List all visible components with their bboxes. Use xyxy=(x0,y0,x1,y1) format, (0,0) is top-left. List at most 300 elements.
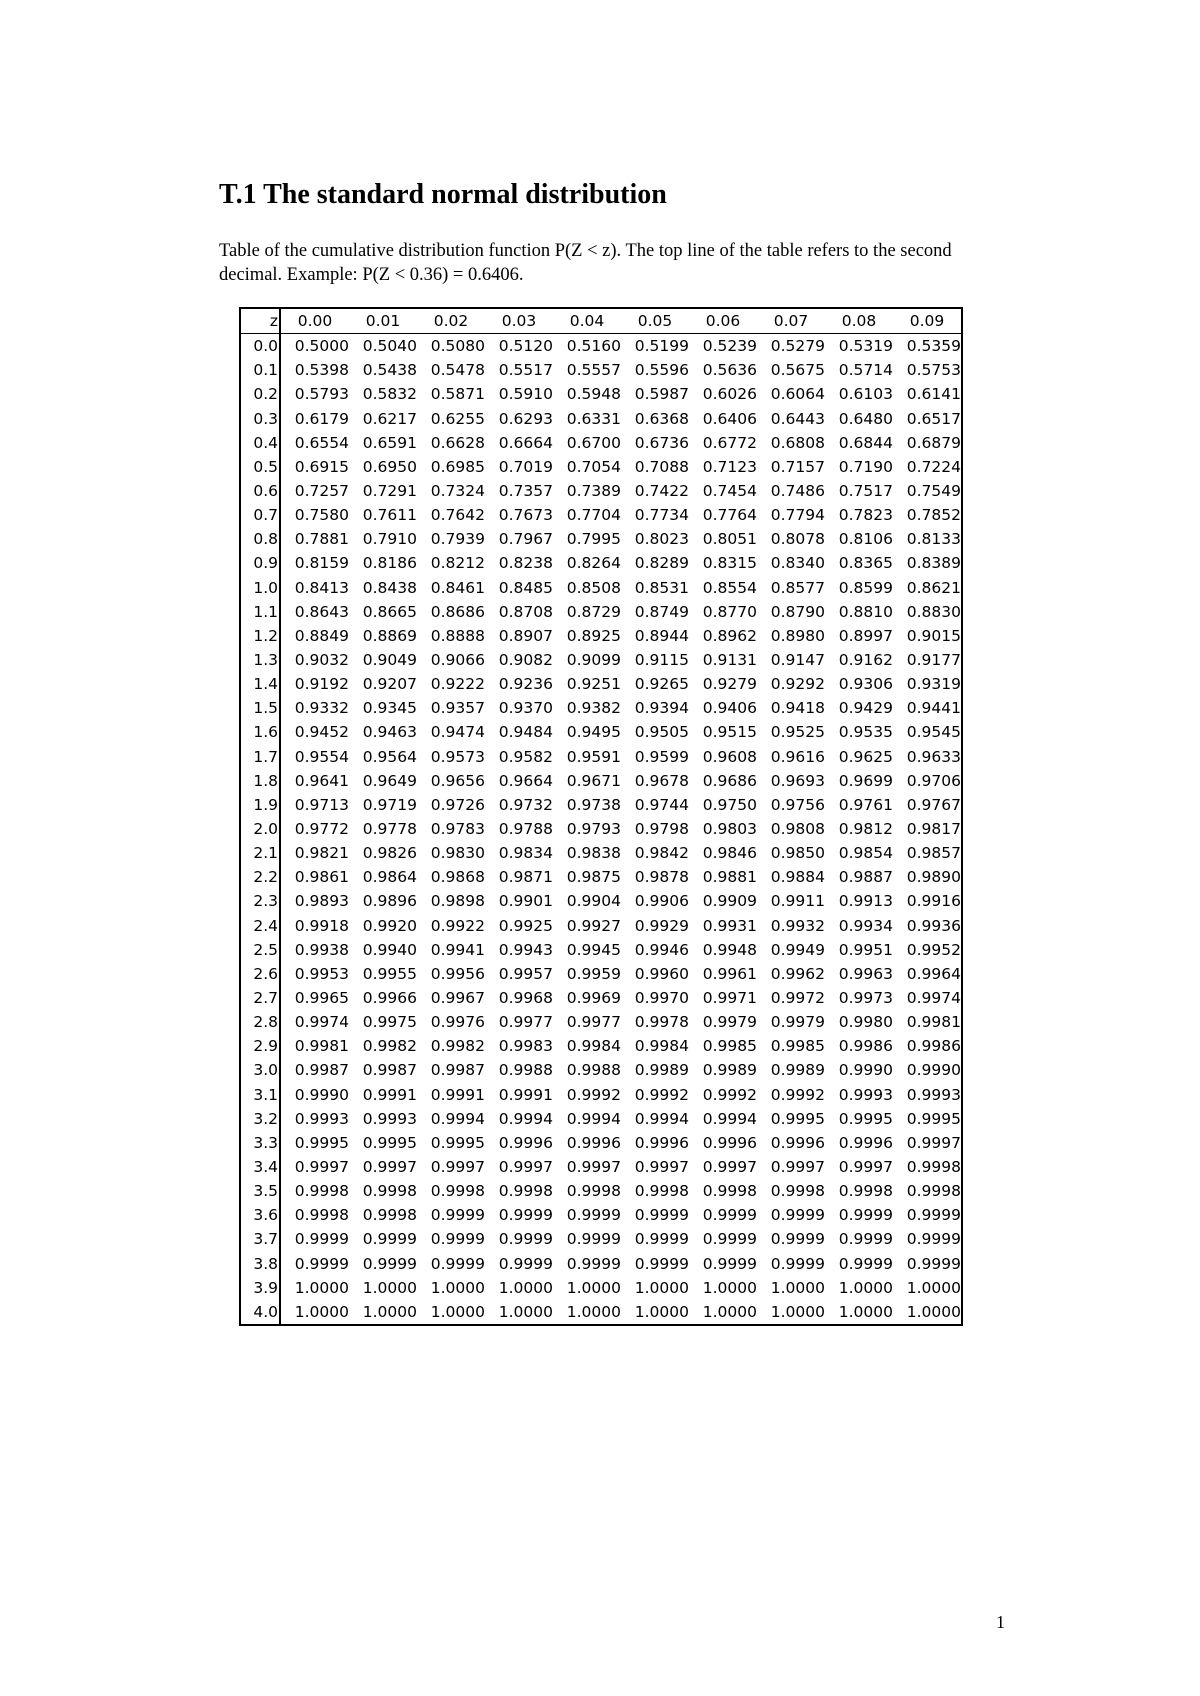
table-cell: 0.7673 xyxy=(498,506,553,525)
table-cell: 0.8944 xyxy=(634,626,689,645)
table-cell: 0.9066 xyxy=(430,651,485,670)
table-cell: 0.9993 xyxy=(838,1085,893,1104)
table-cell: 0.9332 xyxy=(294,699,349,718)
normal-distribution-table xyxy=(239,307,963,1326)
table-cell: 0.9995 xyxy=(430,1133,485,1152)
table-cell: 0.9864 xyxy=(362,868,417,887)
table-row xyxy=(240,1155,962,1179)
table-cell: 0.9713 xyxy=(294,795,349,814)
table-row xyxy=(240,358,962,382)
table-cell: 0.7967 xyxy=(498,530,553,549)
table-cell: 0.9990 xyxy=(294,1085,349,1104)
table-cell: 0.5714 xyxy=(838,361,893,380)
table-cell: 1.0000 xyxy=(838,1302,893,1321)
table-cell: 0.8531 xyxy=(634,578,689,597)
table-row xyxy=(240,914,962,938)
table-cell: 0.9984 xyxy=(634,1037,689,1056)
table-cell: 0.8106 xyxy=(838,530,893,549)
table-cell: 0.9971 xyxy=(702,989,757,1007)
table-cell: 0.9890 xyxy=(906,868,961,887)
table-row xyxy=(240,600,962,624)
column-header: 0.00 xyxy=(280,308,349,334)
table-cell: 0.9964 xyxy=(906,964,961,983)
table-cell: 0.9961 xyxy=(702,964,757,983)
table-cell: 0.9916 xyxy=(906,892,961,911)
table-row xyxy=(240,576,962,600)
table-cell: 1.0000 xyxy=(498,1278,553,1297)
table-cell: 0.9922 xyxy=(430,916,485,935)
column-header: 0.02 xyxy=(417,308,485,334)
table-cell: 0.8962 xyxy=(702,626,757,645)
table-cell: 0.9999 xyxy=(838,1254,893,1273)
table-row xyxy=(240,1107,962,1131)
table-cell: 0.6772 xyxy=(702,433,757,452)
table-cell: 0.7357 xyxy=(498,482,553,501)
table-cell: 0.9808 xyxy=(770,820,825,839)
table-cell: 0.7088 xyxy=(634,457,689,476)
table-cell: 0.9904 xyxy=(566,892,621,911)
table-row xyxy=(240,938,962,962)
table-row xyxy=(240,1276,962,1300)
table-cell: 0.9993 xyxy=(294,1109,349,1128)
table-cell: 0.9940 xyxy=(362,940,417,959)
table-cell: 0.9925 xyxy=(498,916,553,935)
table-cell: 0.9998 xyxy=(430,1182,485,1201)
table-cell: 0.9599 xyxy=(634,747,689,766)
table-cell: 0.9678 xyxy=(634,771,689,790)
table-cell: 0.9943 xyxy=(498,940,553,959)
table-cell: 0.6879 xyxy=(906,433,961,452)
table-row xyxy=(240,648,962,672)
table-cell: 1.0000 xyxy=(566,1302,621,1321)
table-row xyxy=(240,503,962,527)
table-cell: 0.9931 xyxy=(702,916,757,935)
table-cell: 0.9370 xyxy=(498,699,553,718)
table-cell: 0.9999 xyxy=(838,1230,893,1249)
table-cell: 0.7422 xyxy=(634,482,689,501)
table-cell: 0.7852 xyxy=(906,506,961,525)
row-header-z: 2.3 xyxy=(240,889,280,913)
column-header: 0.09 xyxy=(893,308,962,334)
table-cell: 0.9591 xyxy=(566,747,621,766)
table-cell: 0.9997 xyxy=(294,1157,349,1176)
table-cell: 0.8810 xyxy=(838,602,893,621)
table-cell: 0.9974 xyxy=(906,989,961,1007)
table-cell: 0.9995 xyxy=(838,1109,893,1128)
table-row xyxy=(240,1131,962,1155)
table-cell: 0.9999 xyxy=(430,1206,485,1225)
table-cell: 0.9997 xyxy=(702,1157,757,1176)
table-cell: 0.9999 xyxy=(770,1206,825,1225)
table-cell: 0.9989 xyxy=(770,1061,825,1080)
table-body xyxy=(240,334,962,1325)
table-cell: 0.9998 xyxy=(566,1182,621,1201)
table-cell: 0.9406 xyxy=(702,699,757,718)
row-header-z: 1.5 xyxy=(240,696,280,720)
table-cell: 0.9929 xyxy=(634,916,689,935)
table-cell: 0.9756 xyxy=(770,795,825,814)
table-cell: 0.6217 xyxy=(362,409,417,428)
row-header-z: 1.2 xyxy=(240,624,280,648)
table-row xyxy=(240,479,962,503)
table-cell: 0.9999 xyxy=(498,1254,553,1273)
table-cell: 0.8264 xyxy=(566,554,621,573)
table-cell: 0.9988 xyxy=(566,1061,621,1080)
table-cell: 0.9985 xyxy=(702,1037,757,1056)
table-cell: 0.6844 xyxy=(838,433,893,452)
table-cell: 1.0000 xyxy=(634,1278,689,1297)
table-cell: 0.9956 xyxy=(430,964,485,983)
table-cell: 0.6331 xyxy=(566,409,621,428)
table-cell: 0.9999 xyxy=(566,1254,621,1273)
table-cell: 0.9788 xyxy=(498,820,553,839)
table-cell: 0.9625 xyxy=(838,747,893,766)
column-header: 0.05 xyxy=(621,308,689,334)
table-cell: 0.9382 xyxy=(566,699,621,718)
table-cell: 0.9996 xyxy=(566,1133,621,1152)
table-cell: 0.9452 xyxy=(294,723,349,742)
table-cell: 0.9896 xyxy=(362,892,417,911)
table-cell: 0.9999 xyxy=(294,1254,349,1273)
table-cell: 0.9989 xyxy=(634,1061,689,1080)
table-cell: 0.9854 xyxy=(838,844,893,863)
table-cell: 0.9941 xyxy=(430,940,485,959)
table-cell: 0.9671 xyxy=(566,771,621,790)
page-number: 1 xyxy=(996,1612,1005,1632)
table-cell: 0.5040 xyxy=(362,337,417,356)
row-header-z: 0.1 xyxy=(240,358,280,382)
table-cell: 0.8997 xyxy=(838,626,893,645)
column-header: 0.07 xyxy=(757,308,825,334)
table-cell: 0.5279 xyxy=(770,337,825,356)
row-header-z: 0.7 xyxy=(240,503,280,527)
table-cell: 0.7157 xyxy=(770,457,825,476)
table-cell: 0.9265 xyxy=(634,675,689,694)
table-cell: 0.9236 xyxy=(498,675,553,694)
table-cell: 0.9986 xyxy=(838,1037,893,1056)
table-cell: 0.9997 xyxy=(634,1157,689,1176)
table-cell: 0.9986 xyxy=(906,1037,961,1056)
table-cell: 0.9990 xyxy=(838,1061,893,1080)
table-cell: 0.7517 xyxy=(838,482,893,501)
table-cell: 0.5987 xyxy=(634,385,689,404)
table-cell: 0.6628 xyxy=(430,433,485,452)
table-cell: 0.6064 xyxy=(770,385,825,404)
table-cell: 0.9987 xyxy=(362,1061,417,1080)
row-header-z: 3.4 xyxy=(240,1155,280,1179)
table-cell: 0.7389 xyxy=(566,482,621,501)
table-cell: 0.9357 xyxy=(430,699,485,718)
table-cell: 0.9993 xyxy=(906,1085,961,1104)
table-cell: 0.9979 xyxy=(770,1013,825,1032)
table-cell: 0.9812 xyxy=(838,820,893,839)
table-cell: 0.5319 xyxy=(838,337,893,356)
table-cell: 0.7910 xyxy=(362,530,417,549)
table-cell: 0.9719 xyxy=(362,795,417,814)
table-cell: 0.5832 xyxy=(362,385,417,404)
table-cell: 0.9207 xyxy=(362,675,417,694)
table-cell: 0.9842 xyxy=(634,844,689,863)
table-cell: 0.6406 xyxy=(702,409,757,428)
table-cell: 0.9988 xyxy=(498,1061,553,1080)
table-cell: 0.9649 xyxy=(362,771,417,790)
row-header-z: 2.4 xyxy=(240,914,280,938)
table-cell: 0.8159 xyxy=(294,554,349,573)
table-cell: 0.6985 xyxy=(430,457,485,476)
table-row xyxy=(240,986,962,1010)
table-cell: 0.9999 xyxy=(430,1254,485,1273)
table-row xyxy=(240,1010,962,1034)
table-cell: 0.9793 xyxy=(566,820,621,839)
table-cell: 0.9967 xyxy=(430,989,485,1007)
row-header-z: 3.2 xyxy=(240,1107,280,1131)
table-cell: 0.9970 xyxy=(634,989,689,1007)
table-cell: 1.0000 xyxy=(838,1278,893,1297)
table-cell: 0.8869 xyxy=(362,626,417,645)
table-cell: 0.9838 xyxy=(566,844,621,863)
table-cell: 0.7704 xyxy=(566,506,621,525)
table-cell: 0.9985 xyxy=(770,1037,825,1056)
row-header-z: 2.9 xyxy=(240,1034,280,1058)
table-cell: 0.9846 xyxy=(702,844,757,863)
table-row xyxy=(240,1034,962,1058)
table-cell: 0.9686 xyxy=(702,771,757,790)
row-header-z: 0.9 xyxy=(240,551,280,575)
table-cell: 0.9994 xyxy=(634,1109,689,1128)
row-header-z: 0.8 xyxy=(240,527,280,551)
table-cell: 0.9998 xyxy=(294,1206,349,1225)
table-cell: 0.9850 xyxy=(770,844,825,863)
table-row xyxy=(240,1083,962,1107)
table-cell: 0.9974 xyxy=(294,1013,349,1032)
row-header-z: 0.4 xyxy=(240,431,280,455)
table-cell: 0.9997 xyxy=(566,1157,621,1176)
table-cell: 0.9949 xyxy=(770,940,825,959)
table-cell: 0.9952 xyxy=(906,940,961,959)
table-cell: 0.9977 xyxy=(566,1013,621,1032)
table-cell: 0.9878 xyxy=(634,868,689,887)
table-cell: 0.9999 xyxy=(906,1254,961,1273)
table-cell: 0.5160 xyxy=(566,337,621,356)
table-cell: 0.9505 xyxy=(634,723,689,742)
table-cell: 0.8340 xyxy=(770,554,825,573)
table-cell: 0.7939 xyxy=(430,530,485,549)
table-cell: 0.5557 xyxy=(566,361,621,380)
table-cell: 0.8729 xyxy=(566,602,621,621)
table-cell: 0.9999 xyxy=(770,1230,825,1249)
table-cell: 0.5398 xyxy=(294,361,349,380)
table-cell: 0.9699 xyxy=(838,771,893,790)
table-cell: 0.9997 xyxy=(430,1157,485,1176)
table-cell: 0.5675 xyxy=(770,361,825,380)
table-cell: 0.9515 xyxy=(702,723,757,742)
table-cell: 1.0000 xyxy=(362,1278,417,1297)
table-cell: 0.9474 xyxy=(430,723,485,742)
table-cell: 0.5948 xyxy=(566,385,621,404)
table-row xyxy=(240,1058,962,1082)
row-header-z: 3.9 xyxy=(240,1276,280,1300)
table-cell: 0.6808 xyxy=(770,433,825,452)
table-cell: 0.9693 xyxy=(770,771,825,790)
row-header-z: 1.8 xyxy=(240,769,280,793)
table-cell: 1.0000 xyxy=(566,1278,621,1297)
table-cell: 0.9938 xyxy=(294,940,349,959)
table-cell: 0.8925 xyxy=(566,626,621,645)
table-cell: 0.8577 xyxy=(770,578,825,597)
table-cell: 0.9920 xyxy=(362,916,417,935)
table-cell: 0.9991 xyxy=(362,1085,417,1104)
table-cell: 0.8907 xyxy=(498,626,553,645)
row-header-z: 3.3 xyxy=(240,1131,280,1155)
table-cell: 0.9982 xyxy=(362,1037,417,1056)
table-row xyxy=(240,1300,962,1325)
table-cell: 0.8133 xyxy=(906,530,961,549)
table-cell: 0.9948 xyxy=(702,940,757,959)
table-cell: 1.0000 xyxy=(770,1302,825,1321)
row-header-z: 0.6 xyxy=(240,479,280,503)
table-cell: 0.6103 xyxy=(838,385,893,404)
row-header-z: 0.5 xyxy=(240,455,280,479)
table-cell: 0.9429 xyxy=(838,699,893,718)
table-cell: 0.6700 xyxy=(566,433,621,452)
table-cell: 0.9545 xyxy=(906,723,961,742)
table-cell: 0.9881 xyxy=(702,868,757,887)
table-cell: 0.9997 xyxy=(838,1157,893,1176)
table-cell: 0.5636 xyxy=(702,361,757,380)
table-cell: 0.8599 xyxy=(838,578,893,597)
column-header: 0.01 xyxy=(349,308,417,334)
table-cell: 0.5793 xyxy=(294,385,349,404)
table-cell: 0.6179 xyxy=(294,409,349,428)
table-cell: 0.7995 xyxy=(566,530,621,549)
table-cell: 0.9981 xyxy=(294,1037,349,1056)
row-header-z: 2.7 xyxy=(240,986,280,1010)
table-cell: 0.9979 xyxy=(702,1013,757,1032)
row-header-z: 1.4 xyxy=(240,672,280,696)
table-cell: 0.8790 xyxy=(770,602,825,621)
table-cell: 0.9192 xyxy=(294,675,349,694)
table-cell: 0.9834 xyxy=(498,844,553,863)
table-cell: 0.9345 xyxy=(362,699,417,718)
table-cell: 0.9750 xyxy=(702,795,757,814)
table-cell: 0.5910 xyxy=(498,385,553,404)
column-header: 0.08 xyxy=(825,308,893,334)
table-cell: 0.7054 xyxy=(566,457,621,476)
table-row xyxy=(240,334,962,359)
row-header-z: 1.3 xyxy=(240,648,280,672)
table-cell: 0.9951 xyxy=(838,940,893,959)
table-cell: 0.9994 xyxy=(498,1109,553,1128)
table-cell: 1.0000 xyxy=(430,1278,485,1297)
table-cell: 0.8686 xyxy=(430,602,485,621)
row-header-z: 2.6 xyxy=(240,962,280,986)
table-cell: 0.9992 xyxy=(702,1085,757,1104)
row-header-z: 1.6 xyxy=(240,720,280,744)
table-cell: 0.8749 xyxy=(634,602,689,621)
table-cell: 0.6026 xyxy=(702,385,757,404)
table-cell: 0.9535 xyxy=(838,723,893,742)
row-header-z: 4.0 xyxy=(240,1300,280,1325)
table-cell: 0.9972 xyxy=(770,989,825,1007)
table-cell: 0.9887 xyxy=(838,868,893,887)
table-cell: 0.8508 xyxy=(566,578,621,597)
table-cell: 0.9049 xyxy=(362,651,417,670)
table-cell: 0.8888 xyxy=(430,626,485,645)
table-cell: 0.9997 xyxy=(498,1157,553,1176)
table-cell: 0.9996 xyxy=(634,1133,689,1152)
table-cell: 0.9177 xyxy=(906,651,961,670)
table-cell: 0.7486 xyxy=(770,482,825,501)
table-cell: 0.9991 xyxy=(498,1085,553,1104)
table-cell: 0.5478 xyxy=(430,361,485,380)
table-row xyxy=(240,865,962,889)
table-cell: 0.9868 xyxy=(430,868,485,887)
table-cell: 0.9982 xyxy=(430,1037,485,1056)
table-cell: 0.9738 xyxy=(566,795,621,814)
table-cell: 0.9633 xyxy=(906,747,961,766)
table-cell: 0.9826 xyxy=(362,844,417,863)
table-cell: 1.0000 xyxy=(906,1302,961,1321)
table-cell: 0.9962 xyxy=(770,964,825,983)
table-cell: 0.6950 xyxy=(362,457,417,476)
table-cell: 0.9901 xyxy=(498,892,553,911)
table-cell: 0.6591 xyxy=(362,433,417,452)
table-row xyxy=(240,407,962,431)
table-cell: 0.9999 xyxy=(634,1206,689,1225)
table-cell: 0.8186 xyxy=(362,554,417,573)
row-header-z: 2.5 xyxy=(240,938,280,962)
table-cell: 0.9772 xyxy=(294,820,349,839)
table-cell: 0.9999 xyxy=(838,1206,893,1225)
table-cell: 0.9995 xyxy=(770,1109,825,1128)
table-cell: 0.9884 xyxy=(770,868,825,887)
table-cell: 0.8212 xyxy=(430,554,485,573)
table-cell: 0.9996 xyxy=(498,1133,553,1152)
table-cell: 0.6915 xyxy=(294,457,349,476)
table-cell: 0.9115 xyxy=(634,651,689,670)
table-cell: 0.7764 xyxy=(702,506,757,525)
table-cell: 0.6293 xyxy=(498,409,553,428)
table-cell: 0.6554 xyxy=(294,433,349,452)
column-header: 0.06 xyxy=(689,308,757,334)
table-cell: 0.9998 xyxy=(294,1182,349,1201)
table-cell: 0.9803 xyxy=(702,820,757,839)
table-cell: 0.9999 xyxy=(362,1254,417,1273)
table-cell: 0.5239 xyxy=(702,337,757,356)
table-row xyxy=(240,1203,962,1227)
table-cell: 0.9131 xyxy=(702,651,757,670)
table-cell: 0.9981 xyxy=(906,1013,961,1032)
row-header-z: 0.2 xyxy=(240,382,280,406)
table-cell: 0.5438 xyxy=(362,361,417,380)
table-cell: 0.9994 xyxy=(430,1109,485,1128)
table-cell: 0.8849 xyxy=(294,626,349,645)
table-cell: 0.9960 xyxy=(634,964,689,983)
table-cell: 0.8643 xyxy=(294,602,349,621)
table-cell: 0.6141 xyxy=(906,385,961,404)
table-cell: 0.8485 xyxy=(498,578,553,597)
table-cell: 0.9999 xyxy=(498,1230,553,1249)
table-cell: 0.7019 xyxy=(498,457,553,476)
table-cell: 0.5359 xyxy=(906,337,961,356)
table-cell: 0.9975 xyxy=(362,1013,417,1032)
table-cell: 0.9394 xyxy=(634,699,689,718)
page-title: T.1 The standard normal distribution xyxy=(219,179,667,210)
table-cell: 0.9998 xyxy=(838,1182,893,1201)
table-cell: 0.9965 xyxy=(294,989,349,1007)
table-row xyxy=(240,817,962,841)
table-cell: 0.9999 xyxy=(702,1206,757,1225)
